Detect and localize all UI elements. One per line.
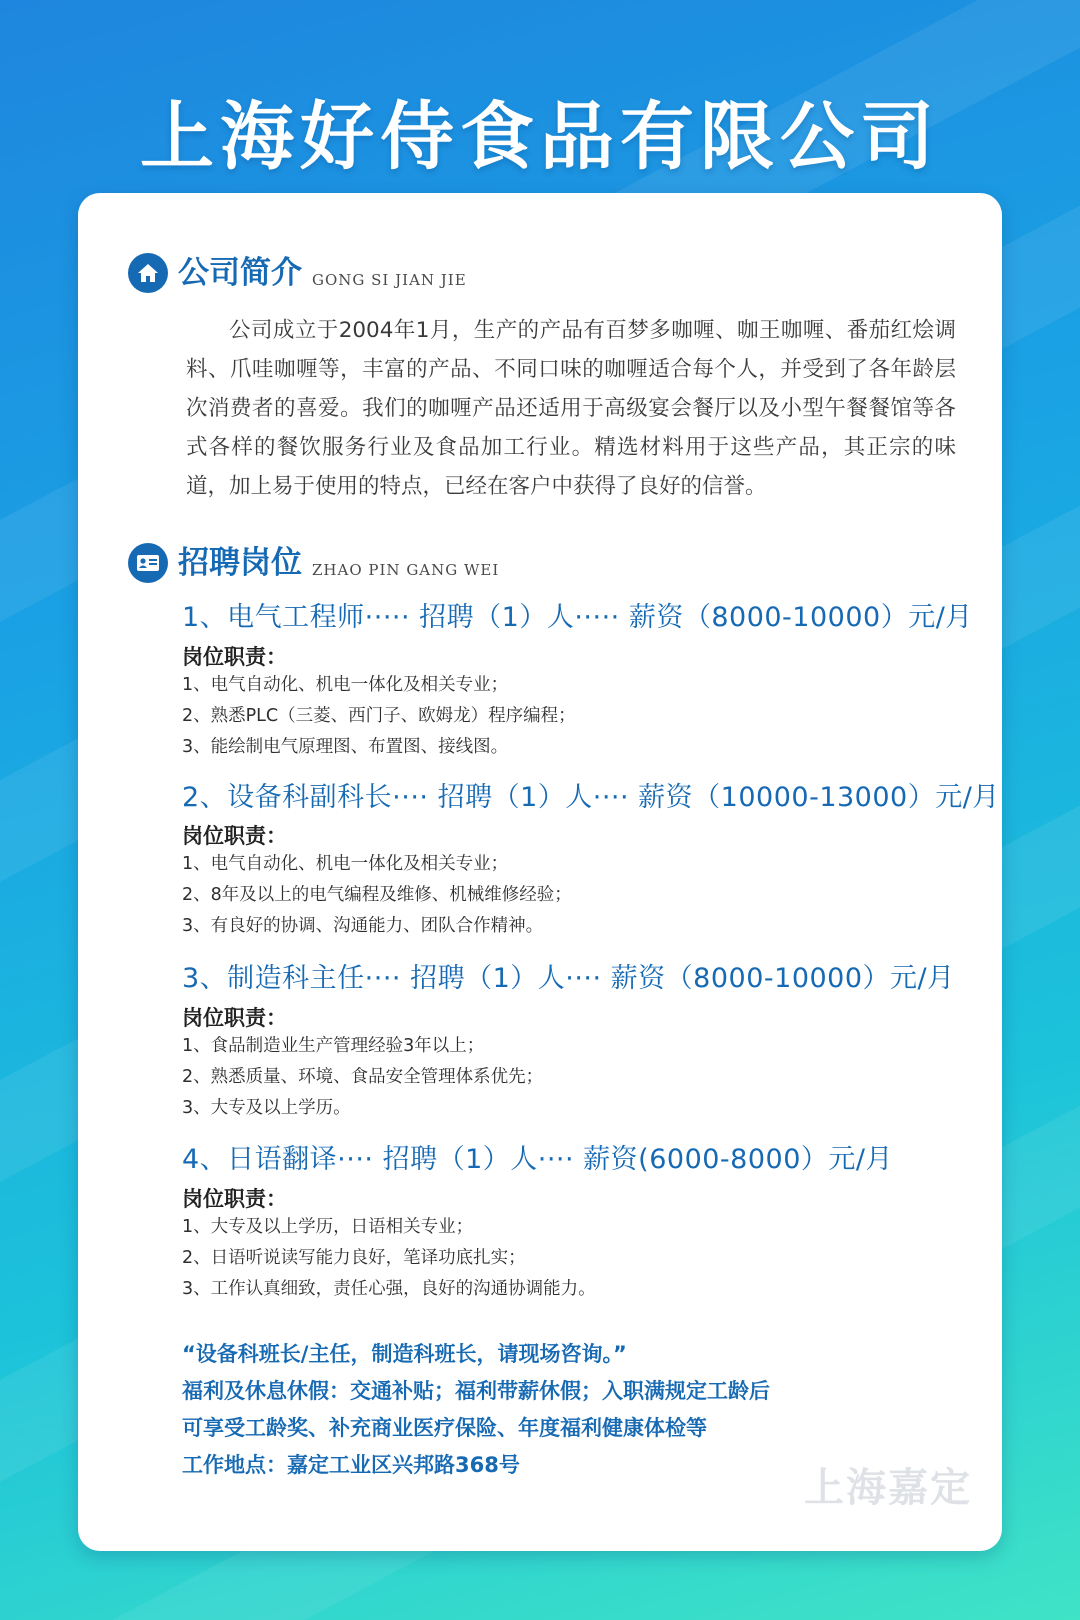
duty-item: 2、熟悉质量、环境、食品安全管理体系优先； (182, 1067, 544, 1087)
benefits-line-1: 福利及休息休假：交通补贴；福利带薪休假；入职满规定工龄后 (182, 1379, 770, 1403)
duty-label-2: 岗位职责： (182, 824, 287, 848)
benefits-line-2: 可享受工龄奖、补充商业医疗保险、年度福利健康体检等 (182, 1416, 707, 1440)
duty-list-2 (182, 849, 572, 942)
duty-item: 1、食品制造业生产管理经验3年以上； (182, 1036, 485, 1056)
duty-item: 1、大专及以上学历，日语相关专业； (182, 1217, 474, 1237)
consult-note: “设备科班长/主任，制造科班长，请现场咨询。” (182, 1342, 627, 1366)
duty-label-3: 岗位职责： (182, 1006, 287, 1030)
duty-label-1: 岗位职责： (182, 645, 287, 669)
intro-section-title: 公司简介 (178, 255, 302, 291)
page-title: 上海好侍食品有限公司 (140, 94, 940, 180)
job-title-2: 2、设备科副科长···· 招聘（1）人···· 薪资（10000-13000）元/月 (182, 782, 1000, 813)
jobs-section-header (128, 543, 499, 583)
jobs-section-title: 招聘岗位 (178, 545, 302, 581)
duty-item: 3、工作认真细致，责任心强，良好的沟通协调能力。 (182, 1279, 596, 1299)
duty-item: 3、大专及以上学历。 (182, 1098, 351, 1118)
company-intro-text: 公司成立于2004年1月，生产的产品有百梦多咖喱、咖王咖喱、番茄红烩调料、爪哇咖喱等，丰富的产品、不同口味的咖喱适合每个人，并受到了各年龄层次消费者的喜爱。我们的咖喱产品还适用于高级宴会餐厅以及小型午餐餐馆等各式各样的餐饮服务行业及食品加工行业。精选材料用于这些产品，其正宗的味道，加上易于使用的特点，已经在客户中获得了良好的信誉。 (186, 318, 956, 499)
duty-item: 2、熟悉PLC（三菱、西门子、欧姆龙）程序编程； (182, 706, 576, 726)
id-card-icon (128, 543, 168, 583)
duty-item: 3、有良好的协调、沟通能力、团队合作精神。 (182, 916, 544, 936)
work-location: 工作地点：嘉定工业区兴邦路368号 (182, 1453, 520, 1477)
jobs-section-pinyin: ZHAO PIN GANG WEI (312, 561, 500, 579)
duty-list-4 (182, 1212, 596, 1305)
duty-item: 2、8年及以上的电气编程及维修、机械维修经验； (182, 885, 572, 905)
job-title-1: 1、电气工程师····· 招聘（1）人····· 薪资（8000-10000）元/月 (182, 602, 973, 633)
job-title-3: 3、制造科主任···· 招聘（1）人···· 薪资（8000-10000）元/月 (182, 963, 955, 994)
content-card (78, 193, 1002, 1551)
footer-info (182, 1336, 770, 1484)
watermark-logo: 上海嘉定 (804, 1465, 972, 1511)
intro-section-pinyin: GONG SI JIAN JIE (312, 271, 467, 289)
duty-list-3 (182, 1031, 543, 1124)
house-icon (128, 253, 168, 293)
duty-list-1 (182, 670, 576, 763)
intro-section-header (128, 253, 467, 293)
duty-item: 2、日语听说读写能力良好，笔译功底扎实； (182, 1248, 526, 1268)
duty-item: 1、电气自动化、机电一体化及相关专业； (182, 675, 509, 695)
duty-item: 1、电气自动化、机电一体化及相关专业； (182, 854, 509, 874)
duty-label-4: 岗位职责： (182, 1187, 287, 1211)
job-title-4: 4、日语翻译···· 招聘（1）人···· 薪资(6000-8000）元/月 (182, 1144, 893, 1175)
duty-item: 3、能绘制电气原理图、布置图、接线图。 (182, 737, 509, 757)
